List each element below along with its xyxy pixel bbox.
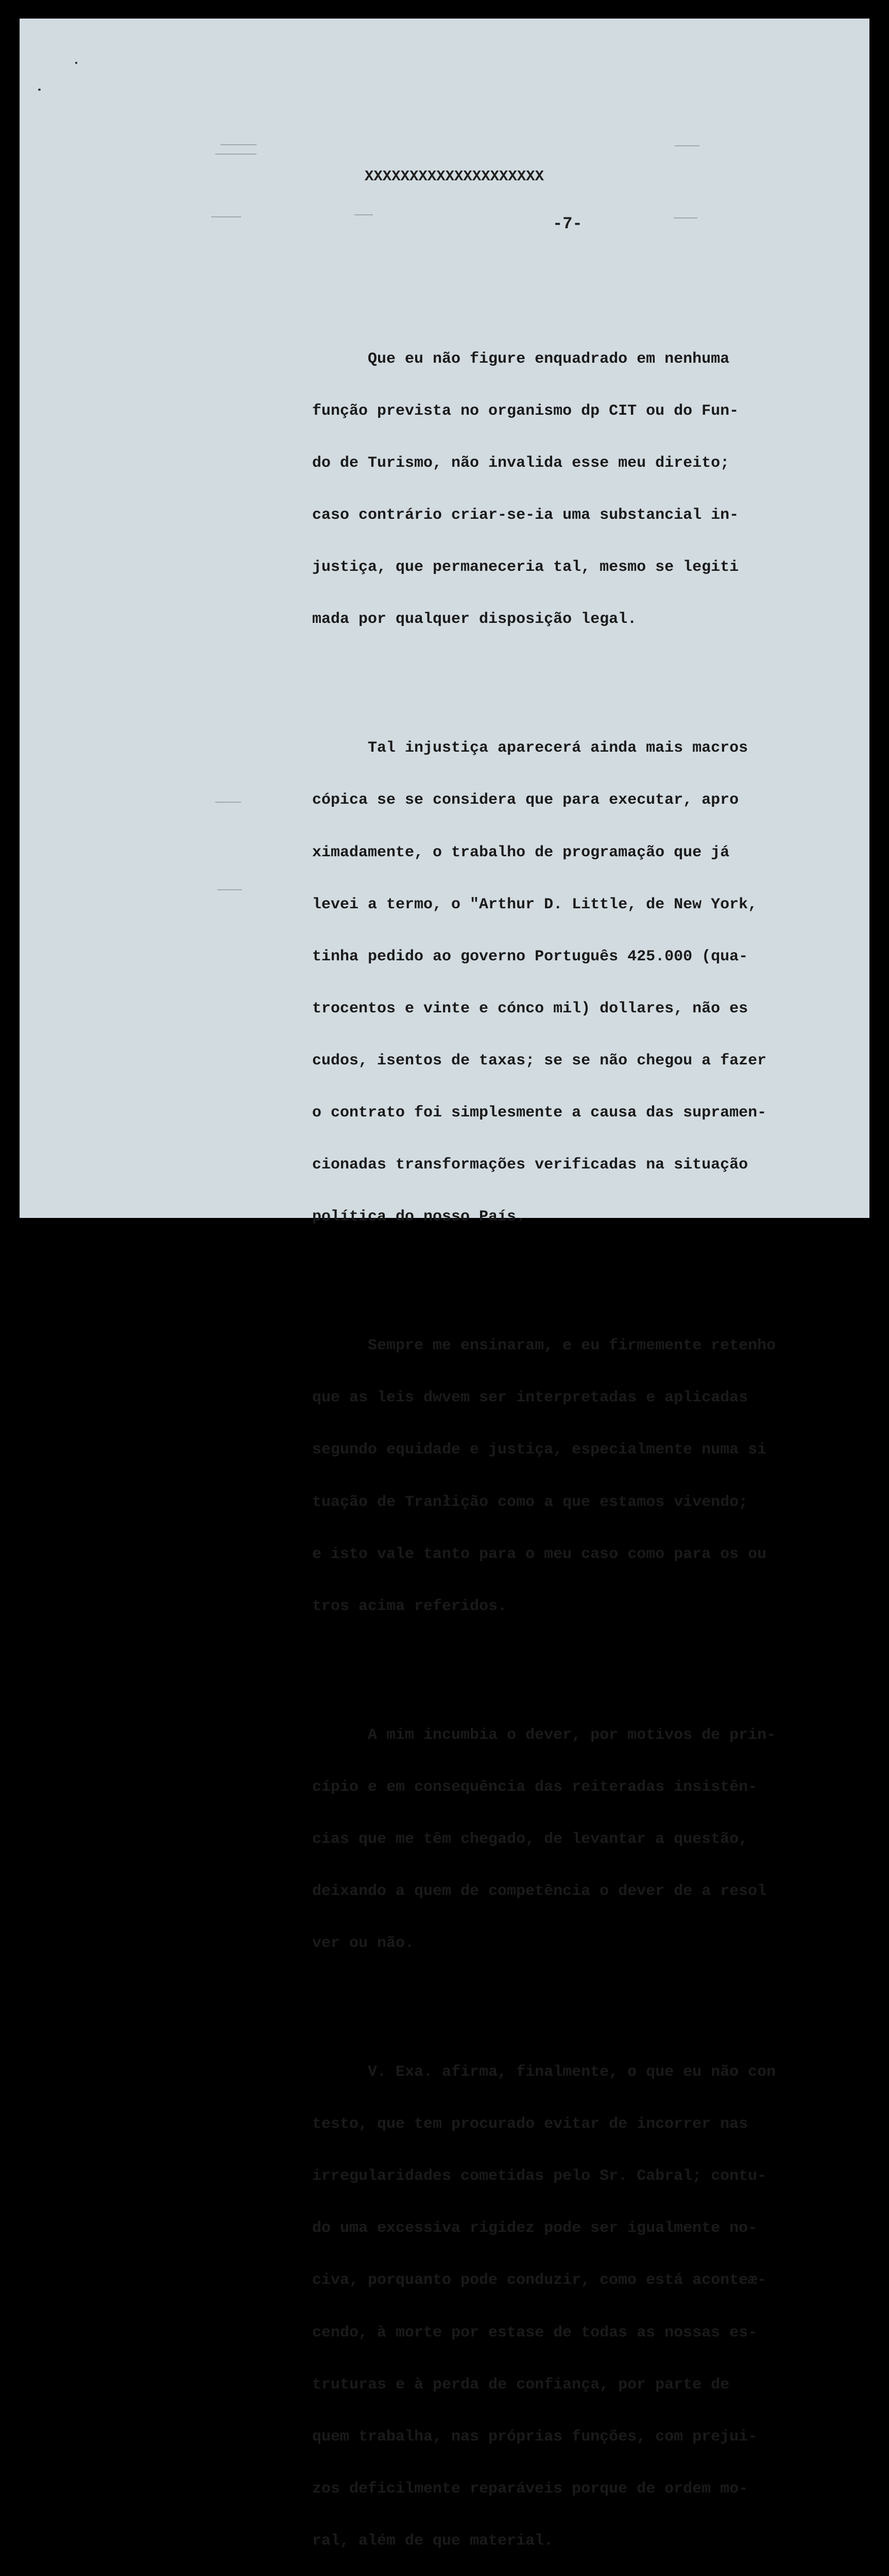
smudge-mark xyxy=(211,216,241,217)
smudge-mark xyxy=(215,802,241,803)
text-line: caso contrário criar-se-ia uma substancial in- xyxy=(312,506,739,524)
text-line: cendo, à morte por estase de todas as nossas es- xyxy=(312,2324,758,2342)
text-line: Que eu não figure enquadrado em nenhuma xyxy=(312,350,730,368)
text-line: levei a termo, o "Arthur D. Little, de New York, xyxy=(312,895,758,913)
smudge-mark xyxy=(215,154,257,155)
text-line: deixando a quem de competência o dever de a resol xyxy=(312,1882,767,1900)
paragraph xyxy=(312,1303,853,1650)
paragraph xyxy=(312,316,853,663)
text-line: zos deficilmente reparáveis porque de ordem mo- xyxy=(312,2480,748,2498)
page-number: -7- xyxy=(553,214,583,233)
document-body xyxy=(312,281,853,2576)
text-line: Sempre me ensinaram, e eu firmemente retenho xyxy=(312,1337,776,1355)
text-line: política do nosso País. xyxy=(312,1208,526,1226)
text-line: Tal injustiça aparecerá ainda mais macros xyxy=(312,739,748,757)
text-line: mada por qualquer disposição legal. xyxy=(312,611,637,629)
text-line: do uma excessiva rigidez pode ser igualmente no- xyxy=(312,2219,758,2238)
text-line: testo, que tem procurado evitar de incorrer nas xyxy=(312,2115,748,2133)
text-line: tinha pedido ao governo Português 425.000 (qua- xyxy=(312,947,748,965)
text-line: justiça, que permaneceria tal, mesmo se legiti xyxy=(312,558,739,577)
ink-speck xyxy=(75,62,77,64)
text-line: tros acima referidos. xyxy=(312,1597,507,1615)
ink-speck xyxy=(38,89,41,91)
text-line: A mim incumbia o dever, por motivos de prin- xyxy=(312,1726,776,1744)
paragraph xyxy=(312,1692,853,1987)
header-mark: XXXXXXXXXXXXXXXXXXXX xyxy=(365,168,544,185)
text-line: função prevista no organismo dp CIT ou do Fun- xyxy=(312,402,739,420)
text-line: o contrato foi simplesmente a causa das supramen- xyxy=(312,1104,767,1122)
smudge-mark xyxy=(354,214,373,215)
text-line: cópica se se considera que para executar, apro xyxy=(312,791,739,809)
paragraph xyxy=(312,705,853,1261)
text-line: quem trabalha, nas próprias funções, com prejui- xyxy=(312,2428,758,2446)
text-line: ximadamente, o trabalho de programação que já xyxy=(312,843,730,861)
text-line: civa, porquanto pode conduzir, como está aconteæ- xyxy=(312,2272,767,2290)
text-line: que as leis dwvem ser interpretadas e aplicadas xyxy=(312,1389,748,1407)
smudge-mark xyxy=(675,145,699,146)
text-line: cudos, isentos de taxas; se se não chegou a fazer xyxy=(312,1052,767,1070)
text-line: cípio e em consequência das reiteradas insistên- xyxy=(312,1778,758,1796)
scanned-page xyxy=(20,19,869,2550)
text-line: cias que me têm chegado, de levantar a questão, xyxy=(312,1830,748,1848)
paragraph xyxy=(312,2029,853,2576)
text-line: cionadas transformações verificadas na situação xyxy=(312,1156,748,1174)
text-line: V. Exa. afirma, finalmente, o que eu não con xyxy=(312,2063,776,2081)
smudge-mark xyxy=(217,889,242,890)
text-line: segundo equidade e justiça, especialmente numa si xyxy=(312,1441,767,1459)
text-line: ver ou não. xyxy=(312,1935,415,1953)
text-line: trocentos e vinte e cónco mil) dollares, não es xyxy=(312,999,748,1018)
text-line: e isto vale tanto para o meu caso como para os ou xyxy=(312,1545,767,1563)
smudge-mark xyxy=(674,217,697,218)
text-line: tuação de Tranłição como a que estamos vivendo; xyxy=(312,1493,748,1511)
text-line: do de Turismo, não invalida esse meu direito; xyxy=(312,454,730,472)
text-line: ral, além de que material. xyxy=(312,2532,554,2550)
smudge-mark xyxy=(220,144,257,145)
text-line: irregularidades cometidas pelo Sr. Cabral; contu- xyxy=(312,2167,767,2185)
text-line: truturas e à perda de confiança, por parte de xyxy=(312,2376,730,2394)
